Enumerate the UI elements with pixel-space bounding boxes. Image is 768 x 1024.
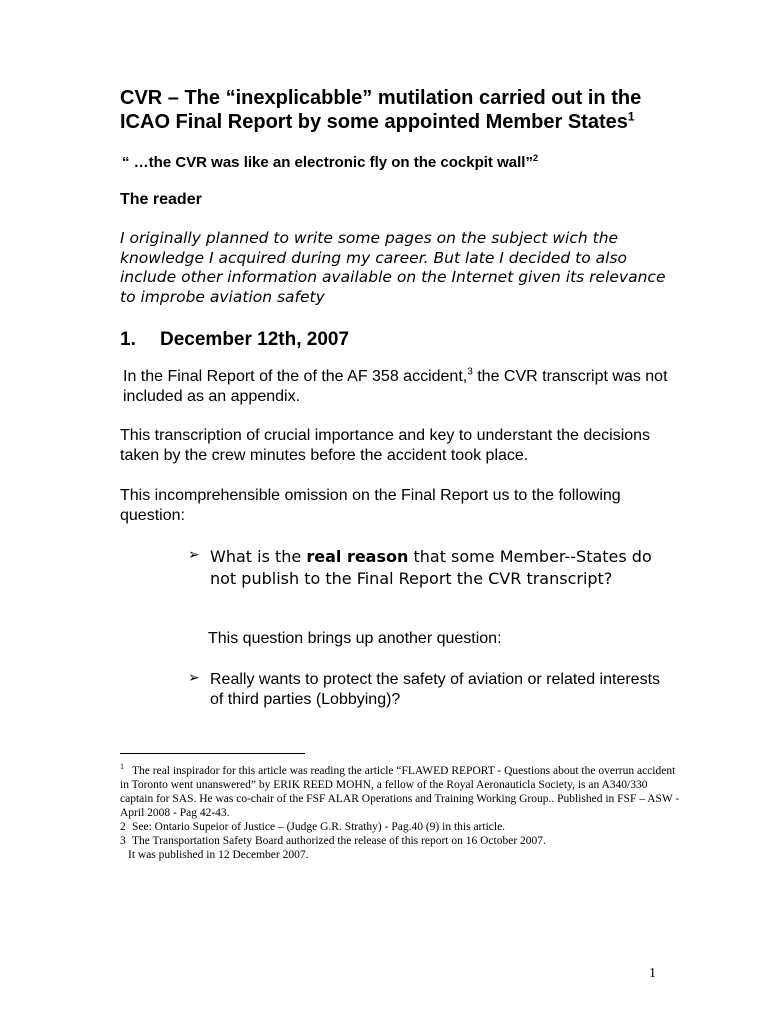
section-title: December 12th, 2007 xyxy=(160,329,350,350)
footnote-text: See: Ontario Supeior of Justice – (Judge G.R. Strathy) - Pag.40 (9) in this article. xyxy=(132,821,506,833)
bullet-text xyxy=(210,546,660,590)
followup-question: This question brings up another question: xyxy=(208,630,502,647)
bullet-text: Really wants to protect the safety of aviation or related interests of third parties (Lobbying)? xyxy=(210,671,661,708)
arrow-bullet-icon: ➢ xyxy=(188,547,200,563)
footnote-number: 1 xyxy=(120,762,124,771)
paragraph-omission: This incomprehensible omission on the Final Report us to the following question: xyxy=(120,487,621,524)
footnote-3-continuation: It was published in 12 December 2007. xyxy=(128,849,309,861)
page-number: 1 xyxy=(649,966,656,981)
footnote-3 xyxy=(120,834,680,848)
footnote-text: The real inspirador for this article was reading the article “FLAWED REPORT - Questions about the overrun accident in Toronto went unanswered” by ERIK REED MOHN, a fellow of the Royal Aeronauticla Society, is an A340/330 captain for SAS. He was co-chair of the FSF ALAR Operations and Training Working Group.. Published in FSF – ASW - April 2008 - Pag 42-43. xyxy=(120,764,680,819)
bullet-text-part: What is the xyxy=(210,547,307,566)
bullet-bold-phrase: real reason xyxy=(306,547,409,566)
footnote-mark xyxy=(120,760,132,778)
section-number: 1. xyxy=(120,329,136,350)
arrow-bullet-icon: ➢ xyxy=(188,670,200,686)
epigraph-quote xyxy=(122,153,682,173)
paragraph-final-report xyxy=(123,367,683,407)
footnote-1 xyxy=(120,760,680,820)
accident-footnote-ref[interactable]: 3 xyxy=(467,366,473,378)
title-footnote-ref[interactable]: 1 xyxy=(627,109,635,124)
quote-text: “ …the CVR was like an electronic fly on the cockpit wall” xyxy=(122,154,533,171)
footnote-text: The Transportation Safety Board authorized the release of this report on 16 October 2007. xyxy=(132,835,546,847)
bullet-text-part: that some Member--States do not publish to the Final Report the CVR transcript? xyxy=(210,547,652,588)
footnote-separator xyxy=(120,753,305,754)
section-heading xyxy=(120,328,349,352)
footnote-2 xyxy=(120,820,680,834)
title-text: CVR – The “inexplicabble” mutilation carried out in the ICAO Final Report by some appointed Member States xyxy=(120,87,642,133)
footnote-number: 2 xyxy=(120,821,126,833)
paragraph-text: the CVR transcript was not included as an appendix. xyxy=(123,368,668,405)
reader-heading: The reader xyxy=(120,191,202,208)
footnote-number: 3 xyxy=(120,835,126,847)
page-title xyxy=(120,86,680,134)
intro-paragraph: I originally planned to write some pages on the subject wich the knowledge I acquired during my career. But late I decided to also include other information available on the Internet given its relevance to improbe aviation safety xyxy=(120,229,666,306)
paragraph-transcription: This transcription of crucial importance and key to understant the decisions taken by the crew minutes before the accident took place. xyxy=(120,427,651,464)
paragraph-text: In the Final Report of the of the AF 358 accident, xyxy=(123,368,468,385)
quote-footnote-ref[interactable]: 2 xyxy=(532,153,538,163)
